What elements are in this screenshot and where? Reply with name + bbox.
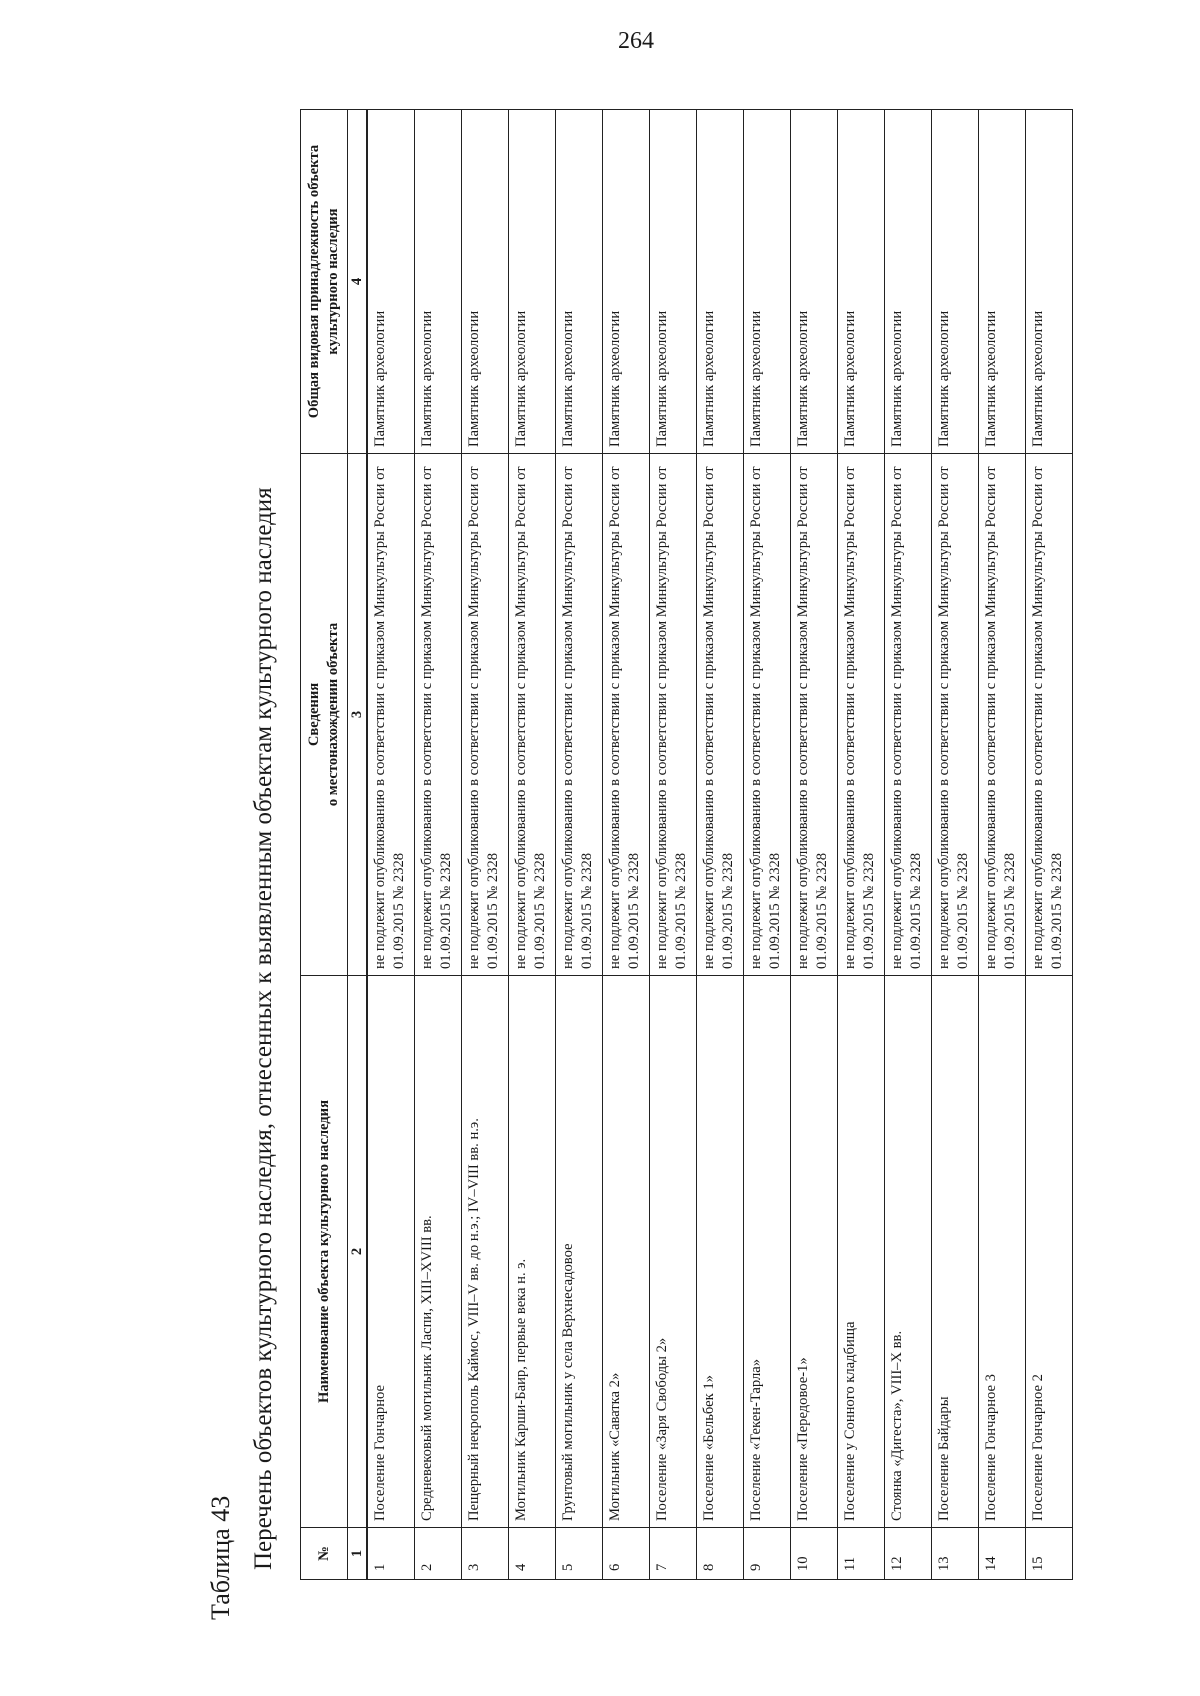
object-location: не подлежит опубликованию в соответствии с приказом Минкультуры России от 01.09.2015 № 2328 bbox=[932, 454, 979, 976]
object-location: не подлежит опубликованию в соответствии с приказом Минкультуры России от 01.09.2015 № 2328 bbox=[885, 454, 932, 976]
table-label: Таблица 43 bbox=[206, 1495, 235, 1620]
table-body bbox=[348, 110, 1073, 1580]
object-name: Поселение «Бельбек 1» bbox=[697, 976, 744, 1528]
header-location-line2: о местонахождении объекта bbox=[325, 622, 341, 807]
row-number: 3 bbox=[462, 1528, 509, 1580]
header-location-line1: Сведения bbox=[306, 682, 322, 747]
object-name: Поселение у Сонного кладбища bbox=[838, 976, 885, 1528]
object-type: Памятник археологии bbox=[1026, 110, 1073, 454]
object-location: не подлежит опубликованию в соответствии с приказом Минкультуры России от 01.09.2015 № 2328 bbox=[1026, 454, 1073, 976]
table-row bbox=[415, 110, 462, 1580]
column-numbers-row bbox=[348, 110, 368, 1580]
object-type: Памятник археологии bbox=[838, 110, 885, 454]
table-row bbox=[791, 110, 838, 1580]
object-type: Памятник археологии bbox=[932, 110, 979, 454]
object-name: Могильник «Саватка 2» bbox=[603, 976, 650, 1528]
object-type: Памятник археологии bbox=[979, 110, 1026, 454]
column-number: 4 bbox=[348, 110, 368, 454]
object-name: Грунтовый могильник у села Верхнесадовое bbox=[556, 976, 603, 1528]
table-row bbox=[885, 110, 932, 1580]
row-number: 5 bbox=[556, 1528, 603, 1580]
object-location: не подлежит опубликованию в соответствии с приказом Минкультуры России от 01.09.2015 № 2328 bbox=[744, 454, 791, 976]
table-row bbox=[462, 110, 509, 1580]
object-name: Поселение «Передовое-1» bbox=[791, 976, 838, 1528]
rotated-landscape-content bbox=[200, 100, 1120, 1640]
object-name: Поселение Байдары bbox=[932, 976, 979, 1528]
table-row bbox=[744, 110, 791, 1580]
table-row bbox=[979, 110, 1026, 1580]
object-type: Памятник археологии bbox=[744, 110, 791, 454]
table-row bbox=[1026, 110, 1073, 1580]
row-number: 2 bbox=[415, 1528, 462, 1580]
object-location: не подлежит опубликованию в соответствии с приказом Минкультуры России от 01.09.2015 № 2328 bbox=[509, 454, 556, 976]
table-row bbox=[650, 110, 697, 1580]
object-location: не подлежит опубликованию в соответствии с приказом Минкультуры России от 01.09.2015 № 2328 bbox=[697, 454, 744, 976]
object-name: Поселение Гончарное bbox=[367, 976, 415, 1528]
table-title: Перечень объектов культурного наследия, отнесенных к выявленным объектам культурного наследия bbox=[250, 487, 277, 1570]
object-type: Памятник археологии bbox=[650, 110, 697, 454]
object-location: не подлежит опубликованию в соответствии с приказом Минкультуры России от 01.09.2015 № 2328 bbox=[556, 454, 603, 976]
row-number: 7 bbox=[650, 1528, 697, 1580]
object-name: Средневековый могильник Ласпи, XIII–XVIII вв. bbox=[415, 976, 462, 1528]
object-name: Пещерный некрополь Каймос, VIII–V вв. до н.э.; IV–VIII вв. н.э. bbox=[462, 976, 509, 1528]
object-name: Могильник Карши-Баир, первые века н. э. bbox=[509, 976, 556, 1528]
table-header-row bbox=[301, 110, 348, 1580]
object-location: не подлежит опубликованию в соответствии с приказом Минкультуры России от 01.09.2015 № 2328 bbox=[415, 454, 462, 976]
table-row bbox=[603, 110, 650, 1580]
row-number: 4 bbox=[509, 1528, 556, 1580]
row-number: 11 bbox=[838, 1528, 885, 1580]
row-number: 14 bbox=[979, 1528, 1026, 1580]
row-number: 6 bbox=[603, 1528, 650, 1580]
object-name: Поселение «Заря Свободы 2» bbox=[650, 976, 697, 1528]
object-name: Поселение «Текен-Тарла» bbox=[744, 976, 791, 1528]
header-number: № bbox=[301, 1528, 348, 1580]
object-type: Памятник археологии bbox=[603, 110, 650, 454]
object-location: не подлежит опубликованию в соответствии с приказом Минкультуры России от 01.09.2015 № 2328 bbox=[979, 454, 1026, 976]
table-row bbox=[556, 110, 603, 1580]
object-type: Памятник археологии bbox=[462, 110, 509, 454]
row-number: 13 bbox=[932, 1528, 979, 1580]
row-number: 12 bbox=[885, 1528, 932, 1580]
object-name: Стоянка «Дигеста», VIII–X вв. bbox=[885, 976, 932, 1528]
header-location-info bbox=[301, 454, 348, 976]
row-number: 1 bbox=[367, 1528, 415, 1580]
row-number: 9 bbox=[744, 1528, 791, 1580]
row-number: 10 bbox=[791, 1528, 838, 1580]
object-type: Памятник археологии bbox=[556, 110, 603, 454]
table-row bbox=[367, 110, 415, 1580]
object-type: Памятник археологии bbox=[509, 110, 556, 454]
column-number: 3 bbox=[348, 454, 368, 976]
column-number: 2 bbox=[348, 976, 368, 1528]
object-type: Памятник археологии bbox=[885, 110, 932, 454]
object-location: не подлежит опубликованию в соответствии с приказом Минкультуры России от 01.09.2015 № 2328 bbox=[603, 454, 650, 976]
object-location: не подлежит опубликованию в соответствии с приказом Минкультуры России от 01.09.2015 № 2328 bbox=[650, 454, 697, 976]
object-name: Поселение Гончарное 2 bbox=[1026, 976, 1073, 1528]
header-object-name: Наименование объекта культурного наследия bbox=[301, 976, 348, 1528]
object-location: не подлежит опубликованию в соответствии с приказом Минкультуры России от 01.09.2015 № 2328 bbox=[791, 454, 838, 976]
object-location: не подлежит опубликованию в соответствии с приказом Минкультуры России от 01.09.2015 № 2328 bbox=[838, 454, 885, 976]
table-row bbox=[697, 110, 744, 1580]
table-row bbox=[509, 110, 556, 1580]
object-type: Памятник археологии bbox=[791, 110, 838, 454]
object-type: Памятник археологии bbox=[415, 110, 462, 454]
object-location: не подлежит опубликованию в соответствии с приказом Минкультуры России от 01.09.2015 № 2328 bbox=[462, 454, 509, 976]
heritage-objects-table bbox=[300, 109, 1073, 1580]
object-location: не подлежит опубликованию в соответствии с приказом Минкультуры России от 01.09.2015 № 2328 bbox=[367, 454, 415, 976]
page-number: 264 bbox=[618, 28, 654, 54]
object-type: Памятник археологии bbox=[697, 110, 744, 454]
table-row bbox=[932, 110, 979, 1580]
object-name: Поселение Гончарное 3 bbox=[979, 976, 1026, 1528]
row-number: 8 bbox=[697, 1528, 744, 1580]
column-number: 1 bbox=[348, 1528, 368, 1580]
header-object-type: Общая видовая принадлежность объекта культурного наследия bbox=[301, 110, 348, 454]
table-row bbox=[838, 110, 885, 1580]
row-number: 15 bbox=[1026, 1528, 1073, 1580]
object-type: Памятник археологии bbox=[367, 110, 415, 454]
